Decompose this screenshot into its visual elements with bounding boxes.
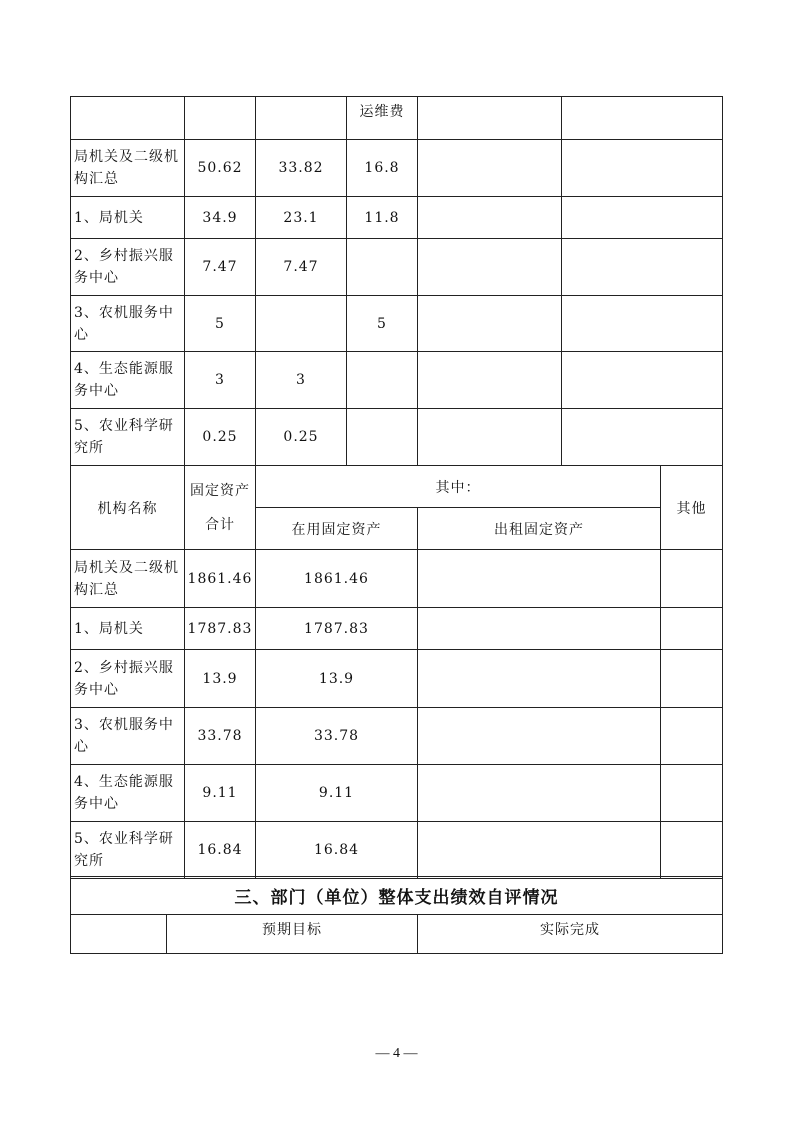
cell-value: 16.8: [347, 140, 418, 197]
cell-value: 3: [185, 352, 256, 409]
table-row: [71, 140, 723, 197]
section-title: 三、部门（单位）整体支出绩效自评情况: [71, 877, 723, 915]
cell-value: 13.9: [185, 650, 256, 708]
cell-value: 9.11: [185, 765, 256, 822]
cell-value: [347, 352, 418, 409]
cell-value: 0.25: [185, 409, 256, 466]
org-name: 2、乡村振兴服务中心: [71, 650, 185, 708]
header-expected-goal: 预期目标: [167, 915, 418, 954]
table-row: [71, 608, 723, 650]
header-other: 其他: [661, 466, 723, 550]
header-fixed-assets-total: 固定资产合计: [185, 466, 256, 550]
table-row: [71, 97, 723, 140]
org-name: 4、生态能源服务中心: [71, 765, 185, 822]
cell-value: 0.25: [256, 409, 347, 466]
cell-value: 9.11: [256, 765, 418, 822]
cell-value: [256, 296, 347, 352]
cell-value: 11.8: [347, 197, 418, 239]
cell-value: 33.78: [185, 708, 256, 765]
cell-value: 33.78: [256, 708, 418, 765]
table-row: [71, 197, 723, 239]
table-row: [71, 239, 723, 296]
performance-table: [70, 876, 723, 954]
page-number: — 4 —: [375, 1046, 418, 1061]
org-name: 1、局机关: [71, 608, 185, 650]
org-name: 3、农机服务中心: [71, 708, 185, 765]
header-operation-fee: 运维费: [347, 97, 418, 140]
table-row: [71, 708, 723, 765]
table-row: [71, 409, 723, 466]
fixed-assets-table: [70, 465, 723, 879]
org-name: 5、农业科学研究所: [71, 822, 185, 879]
cell-value: 33.82: [256, 140, 347, 197]
table-row: [71, 915, 723, 954]
org-name: 1、局机关: [71, 197, 185, 239]
cell-value: 50.62: [185, 140, 256, 197]
cell-value: 13.9: [256, 650, 418, 708]
cell-value: 16.84: [256, 822, 418, 879]
header-actual-completion: 实际完成: [418, 915, 723, 954]
org-name: 4、生态能源服务中心: [71, 352, 185, 409]
table-row: [71, 550, 723, 608]
table-row: [71, 352, 723, 409]
table-row: [71, 650, 723, 708]
cell-value: 5: [185, 296, 256, 352]
cell-value: 3: [256, 352, 347, 409]
org-name: 局机关及二级机构汇总: [71, 140, 185, 197]
org-name: 局机关及二级机构汇总: [71, 550, 185, 608]
cell-value: 1787.83: [256, 608, 418, 650]
org-name: 2、乡村振兴服务中心: [71, 239, 185, 296]
table-row: [71, 822, 723, 879]
org-name: 5、农业科学研究所: [71, 409, 185, 466]
table-header-row: [71, 466, 723, 508]
table-row: [71, 296, 723, 352]
cell-value: 1787.83: [185, 608, 256, 650]
cell-value: 7.47: [185, 239, 256, 296]
cell-value: 1861.46: [185, 550, 256, 608]
cell-value: [347, 409, 418, 466]
cell-value: 16.84: [185, 822, 256, 879]
expense-table: [70, 96, 723, 466]
cell-value: [347, 239, 418, 296]
header-org-name: 机构名称: [71, 466, 185, 550]
cell-value: 34.9: [185, 197, 256, 239]
table-row: [71, 765, 723, 822]
table-row: [71, 877, 723, 915]
header-leased-assets: 出租固定资产: [418, 508, 661, 550]
cell-value: 23.1: [256, 197, 347, 239]
header-in-use-assets: 在用固定资产: [256, 508, 418, 550]
org-name: 3、农机服务中心: [71, 296, 185, 352]
cell-value: 1861.46: [256, 550, 418, 608]
cell-value: 7.47: [256, 239, 347, 296]
header-of-which: 其中：: [256, 466, 661, 508]
cell-value: 5: [347, 296, 418, 352]
